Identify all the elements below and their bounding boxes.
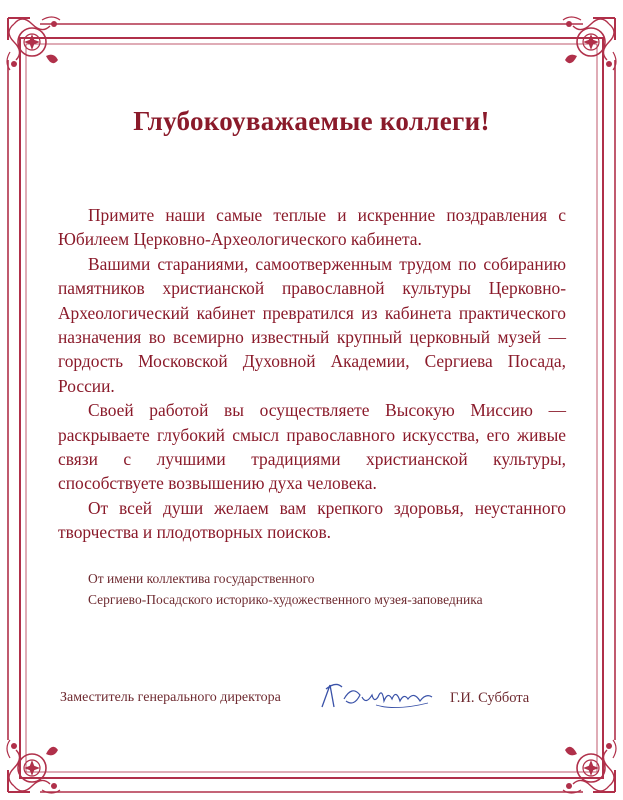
corner-ornament-top-right xyxy=(563,17,616,70)
sender-line: Сергиево-Посадского историко-художественного музея-заповедника xyxy=(88,592,483,607)
letter-body xyxy=(58,203,566,545)
corner-ornament-bottom-left xyxy=(7,740,60,793)
paragraph: От всей души желаем вам крепкого здоровья, неустанного творчества и плодотворных поисков. xyxy=(58,497,566,543)
sender-block xyxy=(88,568,483,610)
sender-line: От имени коллектива государственного xyxy=(88,571,315,586)
paragraph: Вашими стараниями, самоотверженным трудом по собиранию памятников христианской православной культуры Церковно-Археологический кабинет превратился из кабинета практического назначения во всемирно известный крупный церковный музей — гордость Московской Духовной Академии, Сергиева Посада, России. xyxy=(58,253,566,396)
signer-position: Заместитель генерального директора xyxy=(60,690,281,705)
paragraph: Своей работой вы осуществляете Высокую Миссию — раскрываете глубокий смысл православного искусства, его живые связи с лучшими традициями христианской культуры, способствуете возвышению духа человека. xyxy=(58,400,566,494)
corner-ornament-bottom-right xyxy=(563,740,616,793)
signature-line xyxy=(0,683,623,723)
paragraph: Примите наши самые теплые и искренние поздравления с Юбилеем Церковно-Археологического кабинета. xyxy=(58,205,566,250)
signer-name: Г.И. Суббота xyxy=(450,690,530,706)
corner-ornament-top-left xyxy=(7,17,60,70)
letter-greeting: Глубокоуважаемые коллеги! xyxy=(133,106,490,136)
handwritten-signature xyxy=(316,677,438,715)
